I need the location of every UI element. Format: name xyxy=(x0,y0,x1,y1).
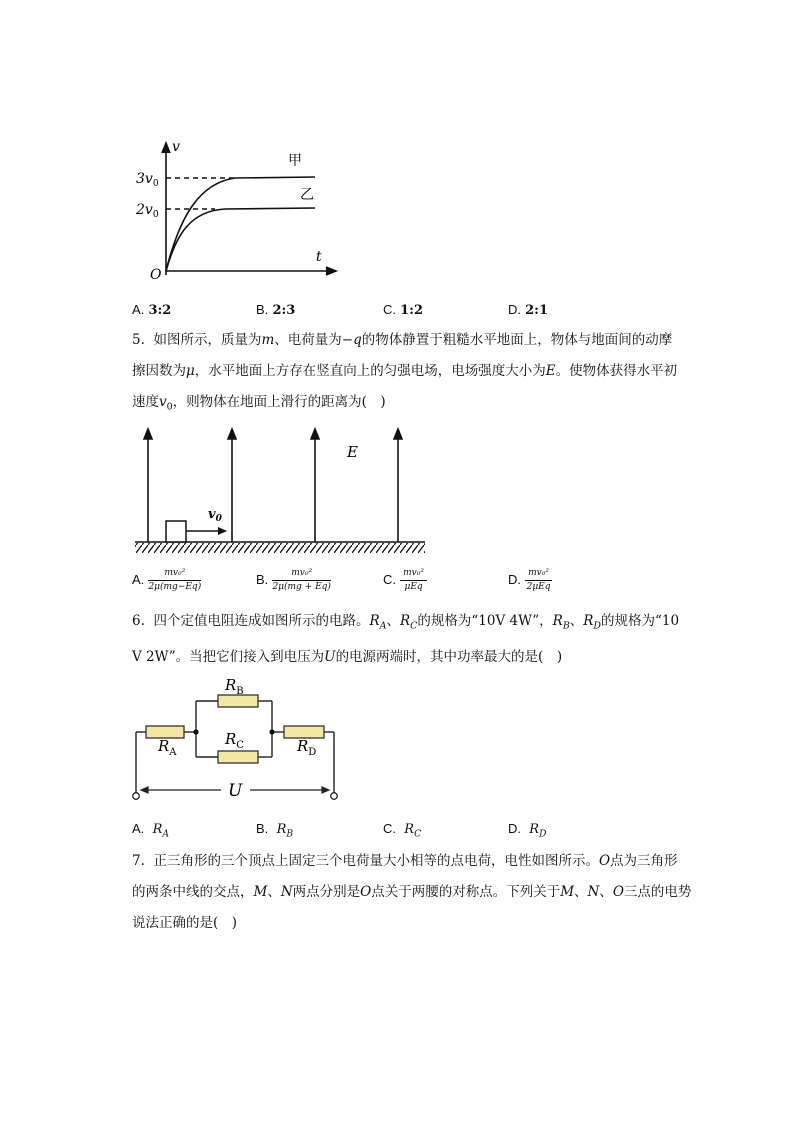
q7-line-3: 说法正确的是( ) xyxy=(132,915,238,931)
velocity-time-graph xyxy=(130,135,345,285)
q5-option-c-fraction: $\frac{\text{mv₀²}}{\text{μEq}}$ xyxy=(400,568,427,593)
q4-option-b[interactable]: B. 2:3 xyxy=(256,302,296,318)
field-label: E xyxy=(347,443,358,461)
q6-option-b[interactable]: B. $R_B$ xyxy=(256,821,294,840)
ground-hatching xyxy=(135,543,425,553)
q5-option-a[interactable]: A. $\frac{\text{mv₀²}}{2\mu(mg-Eq)}$ xyxy=(132,568,202,592)
q5-line-3: 速度$v_0$，则物体在地面上滑行的距离为( ) xyxy=(132,394,386,413)
q6-option-d[interactable]: D. $R_D$ xyxy=(508,821,547,840)
label-rc: $R_C$ xyxy=(225,730,244,751)
origin-label: O xyxy=(150,267,162,283)
label-u: U xyxy=(228,781,243,801)
level-high-label: $3v_0$ xyxy=(136,171,159,189)
terminal-left xyxy=(133,793,140,800)
q5-option-a-fraction: $\frac{\text{mv₀²}}{2\mu(mg-Eq)}$ xyxy=(148,568,202,592)
q4-option-d[interactable]: D. 2:1 xyxy=(508,302,549,318)
q5-option-b-fraction: $\frac{\text{mv₀²}}{2\mu(mg + Eq)}$ xyxy=(272,568,331,592)
q6-line-2: V 2W”。当把它们接入到电压为U的电源两端时，其中功率最大的是( ) xyxy=(132,648,563,665)
q5-option-b[interactable]: B. $\frac{\text{mv₀²}}{2\mu(mg + Eq)}$ xyxy=(256,568,331,592)
block xyxy=(166,521,186,542)
q5-line-1: 5. 如图所示，质量为m、电荷量为−q的物体静置于粗糙水平地面上，物体与地面间的动摩 xyxy=(132,332,673,348)
label-rd: $R_D$ xyxy=(297,737,317,758)
label-ra: $R_A$ xyxy=(158,737,177,758)
question-7 xyxy=(132,846,692,939)
electric-field-figure xyxy=(130,425,430,560)
curve-jia-label: 甲 xyxy=(288,153,302,169)
q4-option-a[interactable]: A. 3:2 xyxy=(132,302,172,318)
velocity-label: $v_0$ xyxy=(208,507,222,524)
q5-option-d-fraction: $\frac{\text{mv₀²}}{\text{2μEq}}$ xyxy=(526,568,551,592)
q7-line-1: 7. 正三角形的三个顶点上固定三个电荷量大小相等的点电荷，电性如图所示。O点为三角形 xyxy=(132,853,678,869)
q5-option-c[interactable]: C. $\frac{\text{mv₀²}}{\text{μEq}}$ xyxy=(383,568,427,593)
question-6 xyxy=(132,606,692,673)
axis-y-label: v xyxy=(172,139,180,155)
terminal-right xyxy=(331,793,338,800)
q6-option-a[interactable]: A. $R_A$ xyxy=(132,821,169,840)
q6-line-1: 6. 四个定值电阻连成如图所示的电路。$R_A$、$R_C$的规格为“10V 4W”，$R_B$、$R_D$的规格为“10 xyxy=(132,613,680,632)
q5-line-2: 擦因数为μ，水平地面上方存在竖直向上的匀强电场，电场强度大小为E。使物体获得水平初 xyxy=(132,363,678,379)
question-5 xyxy=(132,325,692,423)
label-rb: $R_B$ xyxy=(225,676,244,697)
circuit-diagram xyxy=(128,675,343,805)
resistor-rc xyxy=(218,751,258,763)
q4-option-c[interactable]: C. 1:2 xyxy=(383,302,424,318)
level-low-label: $2v_0$ xyxy=(136,202,159,220)
q6-option-c[interactable]: C. $R_C$ xyxy=(383,821,422,840)
curve-yi-label: 乙 xyxy=(300,187,314,203)
q5-option-d[interactable]: D. $\frac{\text{mv₀²}}{\text{2μEq}}$ xyxy=(508,568,551,592)
axis-x-label: t xyxy=(316,249,322,265)
q7-line-2: 的两条中线的交点，M、N两点分别是O点关于两腰的对称点。下列关于M、N、O三点的电势 xyxy=(132,884,692,900)
